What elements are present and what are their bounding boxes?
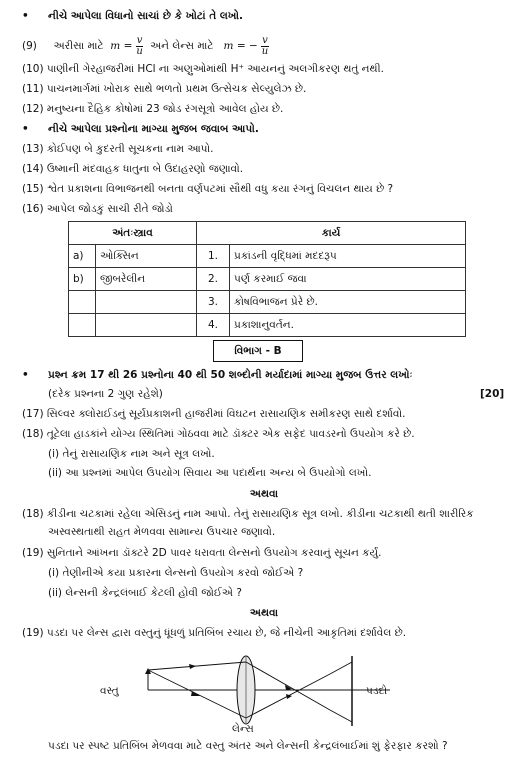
row-label: a) bbox=[69, 245, 96, 268]
question-9 bbox=[22, 34, 269, 58]
fraction-v-over-u: $\frac{v}{u}$ bbox=[136, 34, 143, 57]
ray-arrowhead bbox=[189, 664, 196, 669]
table-row bbox=[69, 314, 466, 337]
question-15: (15) શ્વેત પ્રકાશના વિભાજનથી બનતા વર્ણપટમાં સૌથી વધુ કયા રંગનું વિચલન થાય છે ? bbox=[22, 183, 394, 195]
question-text: અને લેન્સ માટે bbox=[150, 40, 214, 52]
bullet: • bbox=[22, 123, 29, 135]
ray bbox=[246, 662, 330, 710]
question-16: (16) આપેલ જોડકું સાચી રીતે જોડો bbox=[22, 203, 173, 215]
row-label bbox=[69, 314, 96, 337]
hormone-cell: જીબરેલીન bbox=[96, 268, 197, 291]
hormone-cell: ઓક્સિન bbox=[96, 245, 197, 268]
table-header-hormone: અંતઃસ્ત્રાવ bbox=[69, 222, 197, 245]
ray bbox=[148, 662, 246, 670]
question-17: (17) સિલ્વર ક્લોરાઈડનું સૂર્યપ્રકાશની હાજરીમાં વિઘટન રાસાયણિક સમીકરણ સાથે દર્શાવો. bbox=[22, 408, 406, 420]
table-row bbox=[69, 291, 466, 314]
ray bbox=[148, 670, 246, 718]
question-19-alt-final: પડદા પર સ્પષ્ટ પ્રતિબિંબ મેળવવા માટે વસ્તુ અંતર અને લેન્સની કેન્દ્રલંબાઈમાં શું ફેરફાર કરશો ? bbox=[48, 740, 448, 752]
math-equals-neg: = − bbox=[236, 40, 258, 52]
table-header-function: કાર્ય bbox=[197, 222, 466, 245]
function-cell: પ્રકાશાનુવર્તન. bbox=[230, 314, 466, 337]
question-18: (18) તૂટેલા હાડકાંને યોગ્ય સ્થિતિમાં ગોઠવવા માટે ડૉક્ટર એક સફેદ પાવડરનો ઉપયોગ કરે છે. bbox=[22, 428, 415, 440]
lens-ray-diagram bbox=[0, 644, 528, 734]
section-heading-answer: નીચે આપેલા પ્રશ્નોના માગ્યા મુજબ જવાબ આપો. bbox=[48, 123, 259, 135]
total-marks: [20] bbox=[480, 388, 505, 400]
matching-table bbox=[68, 221, 466, 337]
math-equals: = bbox=[123, 40, 133, 52]
section-b-instruction: પ્રશ્ન ક્રમ 17 થી 26 પ્રશ્નોના 40 થી 50 શબ્દોની મર્યાદામાં માગ્યા મુજબ ઉત્તર લખોઃ bbox=[48, 369, 413, 381]
question-14: (14) ઉષ્માની મંદવાહક ધાતુના બે ઉદાહરણો જણાવો. bbox=[22, 163, 244, 175]
bullet: • bbox=[22, 369, 29, 381]
screen-label: પડદો bbox=[366, 685, 388, 697]
question-12: (12) મનુષ્યના દૈહિક કોષોમાં 23 જોડ રંગસૂત્રો આવેલ હોય છે. bbox=[22, 103, 284, 115]
table-row bbox=[69, 268, 466, 291]
section-b-title: વિભાગ - B bbox=[213, 340, 303, 362]
fraction-v-over-u: $\frac{v}{u}$ bbox=[261, 34, 269, 57]
question-number: (9) bbox=[22, 40, 37, 52]
hormone-cell bbox=[96, 314, 197, 337]
marks-note: (દરેક પ્રશ્નના 2 ગુણ રહેશે) bbox=[48, 388, 163, 400]
function-number: 3. bbox=[197, 291, 230, 314]
ray bbox=[330, 662, 352, 674]
function-cell: પ્રકાંડની વૃદ્ધિમાં મદદરૂપ bbox=[230, 245, 466, 268]
question-10: (10) પાણીની ગેરહાજરીમાં HCl ના અણુઓમાંથી H⁺ આયનનું અલગીકરણ થતું નથી. bbox=[22, 63, 384, 75]
function-cell: પર્ણ કરમાઈ જવા bbox=[230, 268, 466, 291]
question-19-i: (i) તેણીનીએ કયા પ્રકારના લેન્સનો ઉપયોગ કરવો જોઈએ ? bbox=[48, 567, 304, 579]
table-header-row bbox=[69, 222, 466, 245]
question-18-alt-line1: (18) કીડીના ચટકામાં રહેલા એસિડનું નામ આપો. તેનું રાસાયણિક સૂત્ર લખો. કીડીના ચટકાથી થતી શારીરિક bbox=[22, 508, 474, 520]
hormone-cell bbox=[96, 291, 197, 314]
ray bbox=[330, 710, 352, 722]
question-text: અરીસા માટે bbox=[53, 40, 104, 52]
function-number: 2. bbox=[197, 268, 230, 291]
question-18-alt-line2: અસ્વસ્થતાથી રાહત મેળવવા સામાન્ય ઉપચાર જણાવો. bbox=[48, 526, 276, 538]
table-row bbox=[69, 245, 466, 268]
row-label bbox=[69, 291, 96, 314]
lens-label: લેન્સ bbox=[232, 723, 254, 734]
object-label: વસ્તુ bbox=[100, 685, 119, 697]
question-13: (13) કોઈપણ બે કુદરતી સૂચકના નામ આપો. bbox=[22, 143, 214, 155]
function-number: 1. bbox=[197, 245, 230, 268]
function-cell: કોષવિભાજન પ્રેરે છે. bbox=[230, 291, 466, 314]
ray-arrowhead bbox=[191, 691, 200, 696]
function-number: 4. bbox=[197, 314, 230, 337]
question-19-alt: (19) પડદા પર લેન્સ દ્વારા વસ્તુનું ધૂંધળું પ્રતિબિંબ રચાય છે, જે નીચેની આકૃતિમાં દર્શાવેલ છે. bbox=[22, 627, 407, 639]
math-var: m bbox=[110, 40, 121, 52]
question-11: (11) પાચનમાર્ગમાં ખોરાક સાથે ભળતો પ્રથમ ઉત્સેચક સેલ્યુલેઝ છે. bbox=[22, 83, 307, 95]
or-divider: અથવા bbox=[249, 488, 279, 500]
bullet: • bbox=[22, 10, 29, 22]
section-heading-true-false: નીચે આપેલા વિધાનો સાચાં છે કે ખોટાં તે લખો. bbox=[48, 10, 244, 22]
question-18-ii: (ii) આ પ્રશ્નમાં આપેલ ઉપયોગ સિવાય આ પદાર્થના અન્ય બે ઉપયોગો લખો. bbox=[48, 467, 372, 479]
question-19-ii: (ii) લેન્સની કેન્દ્રલંબાઈ કેટલી હોવી જોઈએ ? bbox=[48, 587, 242, 599]
row-label: b) bbox=[69, 268, 96, 291]
or-divider: અથવા bbox=[249, 607, 279, 619]
math-var: m bbox=[223, 40, 234, 52]
question-19: (19) સુનિતાને આંખના ડૉક્ટરે 2D પાવર ધરાવતા લેન્સનો ઉપયોગ કરવાનું સૂચન કર્યું. bbox=[22, 547, 382, 559]
question-18-i: (i) તેનું રાસાયણિક નામ અને સૂત્ર લખો. bbox=[48, 448, 215, 460]
